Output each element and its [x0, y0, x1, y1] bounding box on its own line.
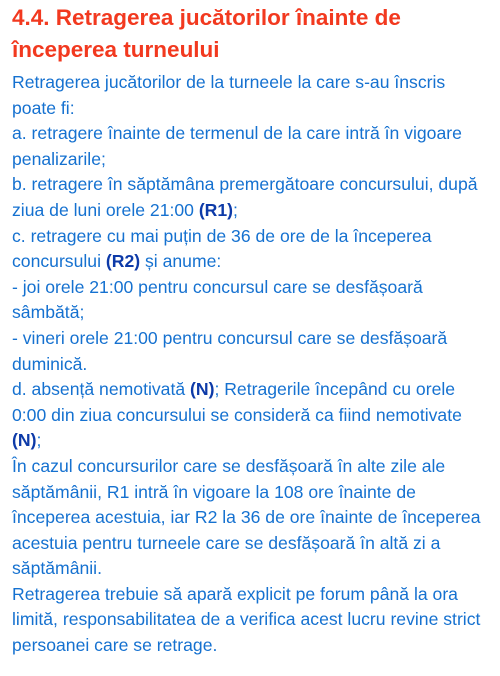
section-heading: 4.4. Retragerea jucătorilor înainte de începerea turneului — [12, 5, 401, 62]
penalty-code: (R2) — [105, 251, 141, 272]
paragraph-text: d. absență nemotivată — [12, 379, 191, 400]
paragraph-text: ; — [36, 430, 42, 451]
paragraph-text: b. retragere în săptămâna premergătoare concursului, după ziua de luni orele 21:00 — [12, 174, 478, 220]
penalty-code: (N) — [12, 430, 37, 451]
rule-paragraph — [12, 224, 490, 275]
paragraph-text: Retragerea trebuie să apară explicit pe forum până la ora limită, responsabilitatea de a verifica acest lucru revine strict persoanei care se retrage. — [12, 583, 481, 656]
paragraph-text: În cazul concursurilor care se desfășoară în alte zile ale săptămânii, R1 intră în vigoare la 108 ore înainte de începerea acestuia, iar R2 la 36 de ore înainte de începerea acestuia pentru turneele care se desfășoară în altă zi a săptămânii. — [12, 455, 481, 579]
rule-paragraph — [12, 121, 490, 172]
rule-paragraph — [12, 582, 490, 659]
paragraph-text: - joi orele 21:00 pentru concursul care se desfășoară sâmbătă; — [12, 276, 423, 323]
rule-paragraph — [12, 326, 490, 377]
rule-paragraph — [12, 377, 490, 454]
rule-paragraph — [12, 454, 490, 582]
paragraph-text: - vineri orele 21:00 pentru concursul care se desfășoară duminică. — [12, 327, 448, 374]
paragraph-text: ; Retragerile începând cu orele 0:00 din ziua concursului se consideră ca fiind nemotivate — [12, 379, 462, 425]
paragraph-text: Retragerea jucătorilor de la turneele la care s-au înscris poate fi: — [12, 72, 446, 118]
paragraph-text: și anume: — [140, 251, 222, 272]
rule-paragraph — [12, 275, 490, 326]
section-body — [12, 70, 490, 659]
paragraph-text: ; — [233, 199, 238, 220]
penalty-code: (R1) — [198, 199, 234, 220]
rule-paragraph — [12, 70, 490, 121]
rule-paragraph — [12, 172, 490, 223]
paragraph-text: c. retragere cu mai puțin de 36 de ore de la începerea concursului — [12, 225, 432, 272]
penalty-code: (N) — [190, 379, 215, 400]
paragraph-text: a. retragere înainte de termenul de la care intră în vigoare penalizarile; — [12, 123, 462, 169]
